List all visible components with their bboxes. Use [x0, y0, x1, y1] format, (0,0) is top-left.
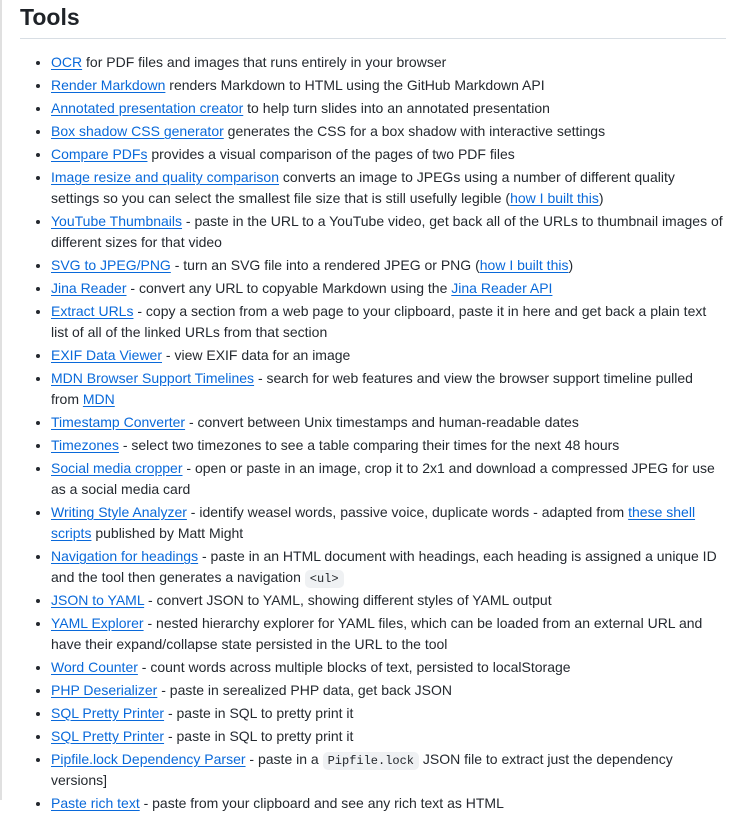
list-item — [51, 167, 726, 209]
tool-description: - paste from your clipboard and see any rich text as HTML — [139, 795, 504, 811]
code-span: Pipfile.lock — [323, 752, 419, 770]
tool-link[interactable]: MDN — [82, 391, 115, 407]
list-item — [51, 749, 726, 791]
tool-description: provides a visual comparison of the pages of two PDF files — [147, 146, 515, 162]
list-item — [51, 255, 726, 276]
tool-description: renders Markdown to HTML using the GitHub Markdown API — [165, 77, 545, 93]
tool-link[interactable]: Timezones — [51, 437, 119, 453]
tool-link[interactable]: Pipfile.lock Dependency Parser — [51, 751, 246, 767]
tool-description: - identify weasel words, passive voice, duplicate words - adapted from — [186, 504, 629, 520]
tool-description: converts an image to JPEGs using a number of different quality settings so you can select the smallest file size that is still usefully legible ( — [51, 169, 675, 206]
tool-link[interactable]: SQL Pretty Printer — [51, 705, 165, 721]
tool-description: - copy a section from a web page to your clipboard, paste it in here and get back a plain text list of all of the linked URLs from that section — [51, 303, 707, 340]
tool-link[interactable]: Navigation for headings — [51, 548, 199, 564]
tool-link[interactable]: Jina Reader — [51, 280, 127, 296]
list-item — [51, 680, 726, 701]
tool-link[interactable]: YAML Explorer — [51, 615, 144, 631]
code-span: <ul> — [305, 570, 344, 588]
tool-link[interactable]: JSON to YAML — [51, 592, 145, 608]
tool-description: to help turn slides into an annotated presentation — [243, 100, 550, 116]
list-item — [51, 435, 726, 456]
tool-description: generates the CSS for a box shadow with interactive settings — [223, 123, 606, 139]
tool-description: - count words across multiple blocks of text, persisted to localStorage — [137, 659, 571, 675]
list-item — [51, 75, 726, 96]
tool-description: - turn an SVG file into a rendered JPEG or PNG ( — [170, 257, 480, 273]
tool-description: - open or paste in an image, crop it to 2x1 and download a compressed JPEG for use as a social media card — [51, 460, 715, 497]
list-item — [51, 121, 726, 142]
tool-description: - search for web features and view the browser support timeline pulled from — [51, 370, 693, 407]
list-item — [51, 368, 726, 410]
list-item — [51, 278, 726, 299]
tool-link[interactable]: Box shadow CSS generator — [51, 123, 224, 139]
list-item — [51, 703, 726, 724]
tool-link[interactable]: how I built this — [479, 257, 569, 273]
list-item — [51, 52, 726, 73]
list-item — [51, 345, 726, 366]
list-item — [51, 613, 726, 655]
tool-link[interactable]: Image resize and quality comparison — [51, 169, 280, 185]
tool-link[interactable]: SQL Pretty Printer — [51, 728, 165, 744]
tool-link[interactable]: YouTube Thumbnails — [51, 213, 183, 229]
list-item — [51, 546, 726, 588]
tool-description: - convert any URL to copyable Markdown using the — [126, 280, 452, 296]
tool-description: - paste in the URL to a YouTube video, get back all of the URLs to thumbnail images of different sizes for that video — [51, 213, 723, 250]
list-item — [51, 412, 726, 433]
tool-link[interactable]: Jina Reader API — [451, 280, 553, 296]
tool-link[interactable]: EXIF Data Viewer — [51, 347, 163, 363]
tool-link[interactable]: SVG to JPEG/PNG — [51, 257, 171, 273]
tool-link[interactable]: Writing Style Analyzer — [51, 504, 187, 520]
tool-description: - view EXIF data for an image — [162, 347, 351, 363]
tool-link[interactable]: MDN Browser Support Timelines — [51, 370, 255, 386]
list-item — [51, 98, 726, 119]
page-title: Tools — [20, 2, 726, 39]
list-item — [51, 144, 726, 165]
list-item — [51, 590, 726, 611]
tool-link[interactable]: Paste rich text — [51, 795, 140, 811]
tool-link[interactable]: OCR — [51, 54, 83, 70]
tool-description: - select two timezones to see a table comparing their times for the next 48 hours — [118, 437, 620, 453]
list-item — [51, 793, 726, 814]
tool-description: JSON file to extract just the dependency versions] — [51, 751, 673, 788]
tool-link[interactable]: Compare PDFs — [51, 146, 148, 162]
tool-description: - paste in an HTML document with headings, each heading is assigned a unique ID and the tool then generates a navigation — [51, 548, 717, 585]
tool-description: - paste in SQL to pretty print it — [164, 728, 354, 744]
list-item — [51, 211, 726, 253]
tool-description: - nested hierarchy explorer for YAML files, which can be loaded from an external URL and have their expand/collapse state persisted in the URL to the tool — [51, 615, 703, 652]
tool-link[interactable]: Render Markdown — [51, 77, 166, 93]
tool-link[interactable]: Annotated presentation creator — [51, 100, 244, 116]
tool-description: - convert between Unix timestamps and human-readable dates — [185, 414, 579, 430]
tool-description: ) — [568, 257, 574, 273]
list-item — [51, 458, 726, 500]
tool-link[interactable]: Timestamp Converter — [51, 414, 186, 430]
tool-description: - paste in serealized PHP data, get back JSON — [157, 682, 453, 698]
tools-list — [20, 52, 726, 814]
list-item — [51, 502, 726, 544]
list-item — [51, 301, 726, 343]
list-item — [51, 726, 726, 747]
tool-link[interactable]: PHP Deserializer — [51, 682, 158, 698]
tool-description: published by Matt Might — [91, 525, 244, 541]
tool-link[interactable]: these shell scripts — [51, 504, 696, 541]
tool-link[interactable]: Social media cropper — [51, 460, 183, 476]
tool-link[interactable]: Extract URLs — [51, 303, 134, 319]
tool-description: - convert JSON to YAML, showing different styles of YAML output — [144, 592, 552, 608]
list-item — [51, 657, 726, 678]
tool-description: for PDF files and images that runs entirely in your browser — [82, 54, 447, 70]
tool-description: - paste in SQL to pretty print it — [164, 705, 354, 721]
tool-description: ) — [598, 190, 604, 206]
tool-link[interactable]: how I built this — [510, 190, 599, 206]
tool-description: - paste in a — [245, 751, 323, 767]
tool-link[interactable]: Word Counter — [51, 659, 138, 675]
